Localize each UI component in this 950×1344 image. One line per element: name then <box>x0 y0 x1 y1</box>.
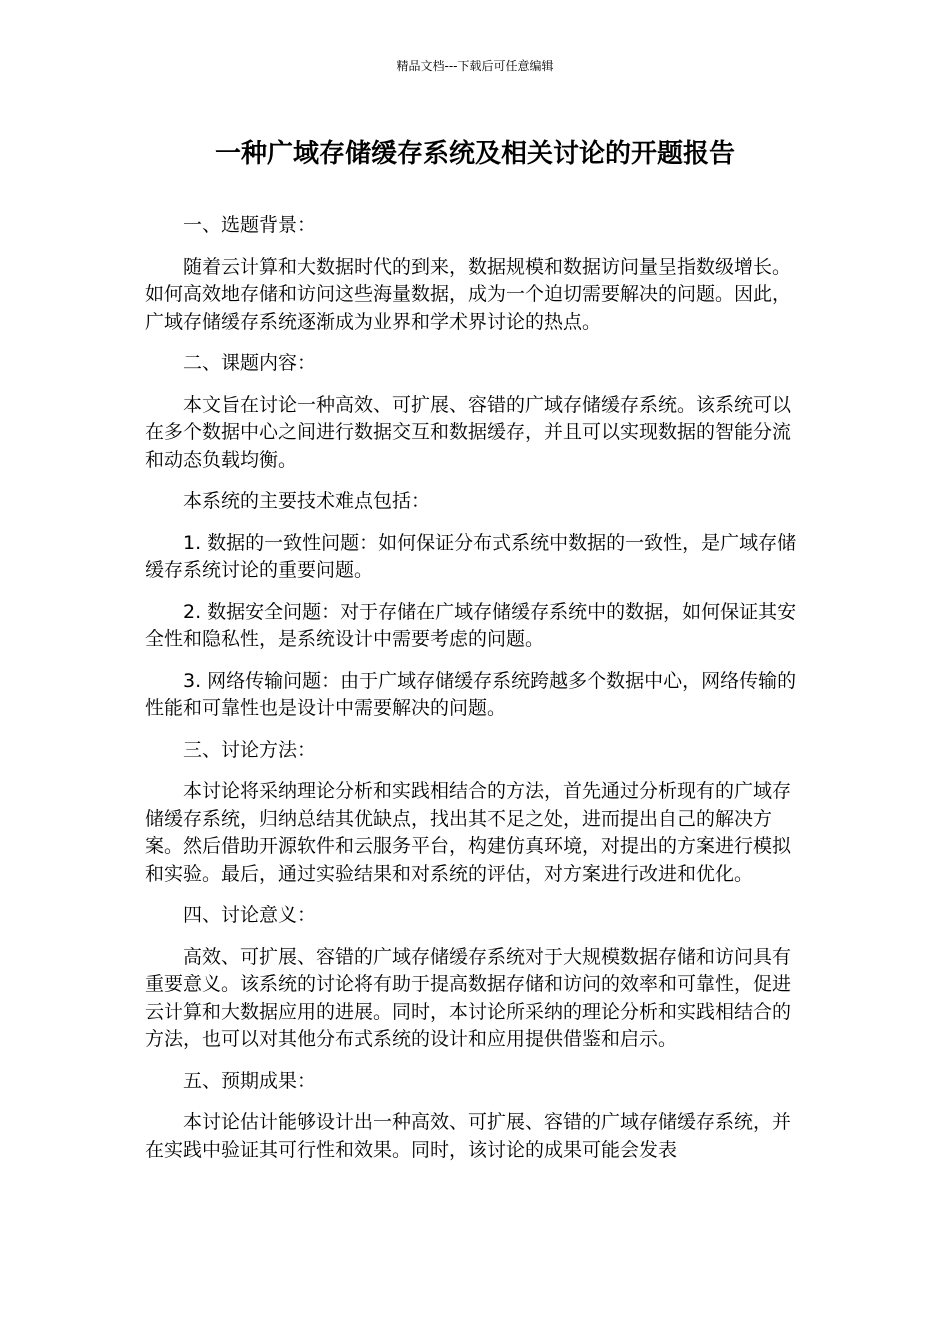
section-heading: 二、课题内容： <box>183 352 317 374</box>
list-item: 2. 数据安全问题：对于存储在广域存储缓存系统中的数据，如何保证其安全性和隐私性，是系统设计中需要考虑的问题。 <box>145 600 797 650</box>
document-body <box>145 212 801 1178</box>
page-header: 精品文档---下载后可任意编辑 <box>396 59 554 73</box>
paragraph: 随着云计算和大数据时代的到来，数据规模和数据访问量呈指数级增长。如何高效地存储和访问这些海量数据，成为一个迫切需要解决的问题。因此，广域存储缓存系统逐渐成为业界和学术界讨论的热点。 <box>145 255 792 333</box>
paragraph: 本讨论估计能够设计出一种高效、可扩展、容错的广域存储缓存系统，并在实践中验证其可行性和效果。同时，该讨论的成果可能会发表 <box>145 1111 792 1161</box>
list-item: 3. 网络传输问题：由于广域存储缓存系统跨越多个数据中心，网络传输的性能和可靠性也是设计中需要解决的问题。 <box>145 669 797 719</box>
paragraph: 本讨论将采纳理论分析和实践相结合的方法，首先通过分析现有的广域存储缓存系统，归纳总结其优缺点，找出其不足之处，进而提出自己的解决方案。然后借助开源软件和云服务平台，构建仿真环境，对提出的方案进行模拟和实验。最后，通过实验结果和对系统的评估，对方案进行改进和优化。 <box>145 780 792 885</box>
section-heading: 五、预期成果： <box>183 1069 317 1092</box>
paragraph: 高效、可扩展、容错的广域存储缓存系统对于大规模数据存储和访问具有重要意义。该系统的讨论将有助于提高数据存储和访问的效率和可靠性，促进云计算和大数据应用的进展。同时，本讨论所采纳的理论分析和实践相结合的方法，也可以对其他分布式系统的设计和应用提供借鉴和启示。 <box>145 945 792 1050</box>
section-heading: 一、选题背景： <box>183 214 317 236</box>
paragraph: 本文旨在讨论一种高效、可扩展、容错的广域存储缓存系统。该系统可以在多个数据中心之间进行数据交互和数据缓存，并且可以实现数据的智能分流和动态负载均衡。 <box>145 393 792 471</box>
section-heading: 三、讨论方法： <box>183 738 317 761</box>
section-heading: 四、讨论意义： <box>183 904 317 926</box>
list-item: 1. 数据的一致性问题：如何保证分布式系统中数据的一致性，是广域存储缓存系统讨论的重要问题。 <box>145 531 797 581</box>
document-title: 一种广域存储缓存系统及相关讨论的开题报告 <box>214 139 735 169</box>
paragraph: 本系统的主要技术难点包括： <box>183 490 431 512</box>
